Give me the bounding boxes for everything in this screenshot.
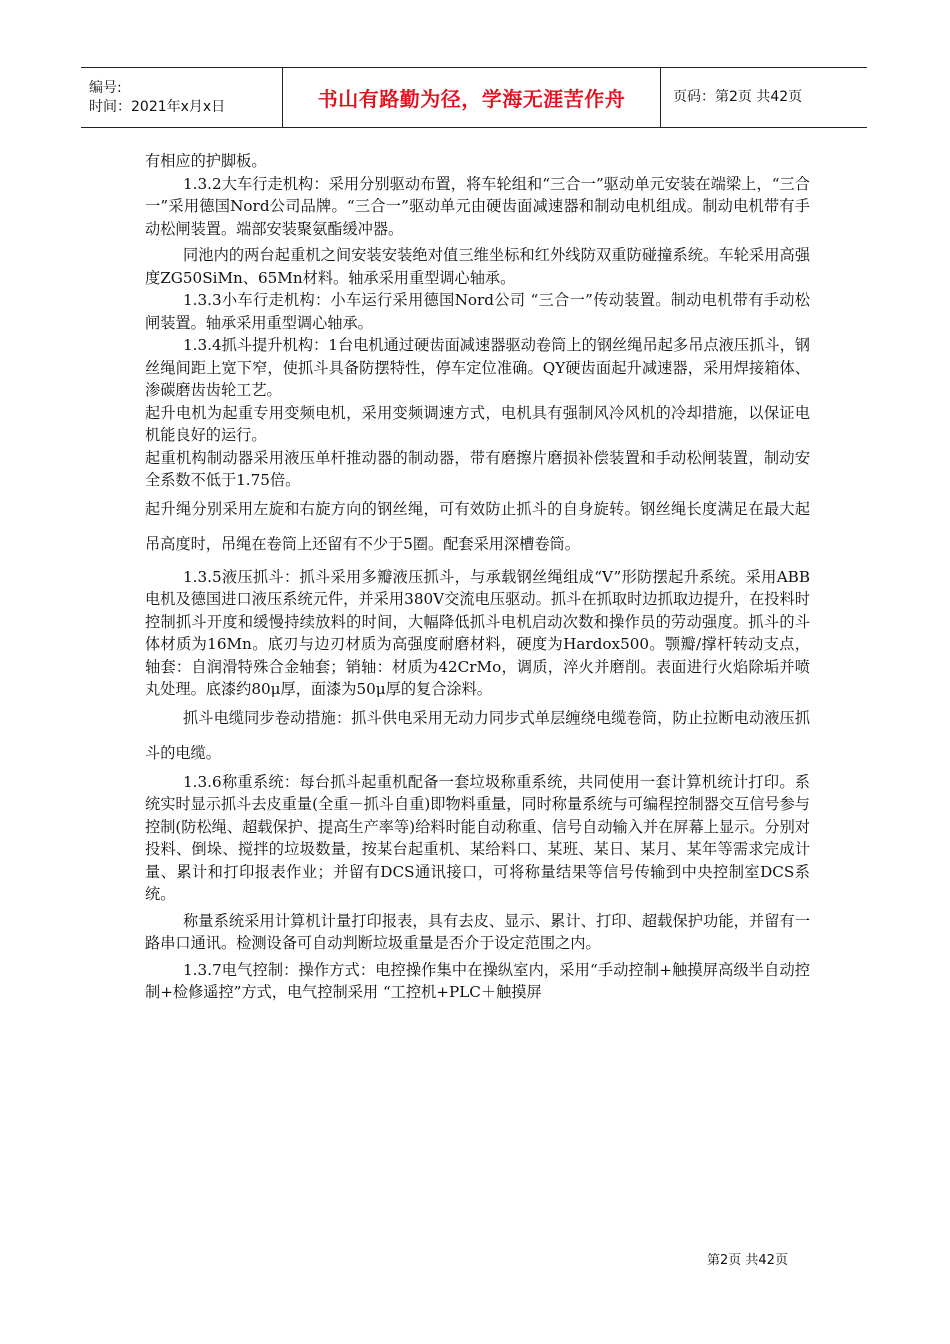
page-header [81, 67, 867, 128]
paragraph: 有相应的护脚板。 [145, 152, 267, 170]
document-number: 编号: [89, 79, 122, 96]
header-meta [81, 68, 283, 127]
page-footer: 第2页 共42页 [707, 1253, 788, 1268]
paragraph: 1.3.6称重系统：每台抓斗起重机配备一套垃圾称重系统，共同使用一套计算机统计打印。系统实时显示抓斗去皮重量(全重－抓斗自重)即物料重量，同时称量系统与可编程控制器交互信号参与控制(防松绳、超载保护、提高生产率等)给料时能自动称重、信号自动输入并在屏幕上显示。分别对投料、倒垛、搅拌的垃圾数量，按某台起重机、某给料口、某班、某日、某月、某年等需求完成计量、累计和打印报表作业；并留有DCS通讯接口，可将称量结果等信号传输到中央控制室DCS系统。 [145, 772, 810, 903]
paragraph: 1.3.3小车行走机构：小车运行采用德国Nord公司 “三合一”传动装置。制动电机带有手动松闸装置。轴承采用重型调心轴承。 [145, 291, 810, 332]
document-body [145, 150, 810, 1004]
header-page-number: 页码：第2页 共42页 [673, 89, 803, 105]
paragraph: 1.3.7电气控制：操作方式：电控操作集中在操纵室内，采用“手动控制+触摸屏高级半自动控制+检修遥控”方式，电气控制采用 “工控机+PLC＋触摸屏 [145, 960, 810, 1001]
paragraph: 称量系统采用计算机计量打印报表，具有去皮、显示、累计、打印、超载保护功能，并留有一路串口通讯。检测设备可自动判断垃圾重量是否介于设定范围之内。 [145, 911, 810, 952]
header-motto: 书山有路勤为径，学海无涯苦作舟 [317, 87, 626, 111]
paragraph: 起升绳分别采用左旋和右旋方向的钢丝绳，可有效防止抓斗的自身旋转。钢丝绳长度满足在最大起吊高度时，吊绳在卷筒上还留有不少于5圈。配套采用深槽卷筒。 [145, 499, 810, 553]
paragraph: 同池内的两台起重机之间安装安装绝对值三维坐标和红外线防双重防碰撞系统。车轮采用高强度ZG50SiMn、65Mn材料。轴承采用重型调心轴承。 [145, 246, 810, 287]
paragraph: 起升电机为起重专用变频电机，采用变频调速方式，电机具有强制风冷风机的冷却措施，以保证电机能良好的运行。 [145, 403, 810, 444]
paragraph: 1.3.4抓斗提升机构：1台电机通过硬齿面减速器驱动卷筒上的钢丝绳吊起多吊点液压抓斗，钢丝绳间距上宽下窄，使抓斗具备防摆特性，停车定位准确。QY硬齿面起升减速器，采用焊接箱体、渗碳磨齿齿轮工艺。 [145, 336, 810, 399]
paragraph: 抓斗电缆同步卷动措施：抓斗供电采用无动力同步式单层缠绕电缆卷筒，防止拉断电动液压抓斗的电缆。 [145, 708, 810, 762]
header-page-cell [661, 68, 867, 127]
paragraph: 起重机构制动器采用液压单杆推动器的制动器，带有磨擦片磨损补偿装置和手动松闸装置，制动安全系数不低于1.75倍。 [145, 448, 810, 489]
paragraph: 1.3.5液压抓斗：抓斗采用多瓣液压抓斗，与承载钢丝绳组成“V”形防摆起升系统。采用ABB电机及德国进口液压系统元件，并采用380V交流电压驱动。抓斗在抓取时边抓取边提升，在投料时控制抓斗开度和缓慢持续放料的时间，大幅降低抓斗电机启动次数和操作员的劳动强度。抓斗的斗体材质为16Mn。底刃与边刃材质为高强度耐磨材料，硬度为Hardox500。颚瓣/撑杆转动支点，轴套：自润滑特殊合金轴套；销轴：材质为42CrMo，调质，淬火并磨削。表面进行火焰除垢并喷丸处理。底漆约80μ厚，面漆为50μ厚的复合涂料。 [145, 567, 810, 698]
document-date: 时间：2021年x月x日 [89, 98, 226, 115]
paragraph: 1.3.2大车行走机构：采用分别驱动布置，将车轮组和“三合一”驱动单元安装在端梁上，“三合一”采用德国Nord公司品牌。“三合一”驱动单元由硬齿面减速器和制动电机组成。制动电机带有手动松闸装置。端部安装聚氨酯缓冲器。 [145, 174, 810, 238]
header-motto-cell [283, 68, 661, 127]
